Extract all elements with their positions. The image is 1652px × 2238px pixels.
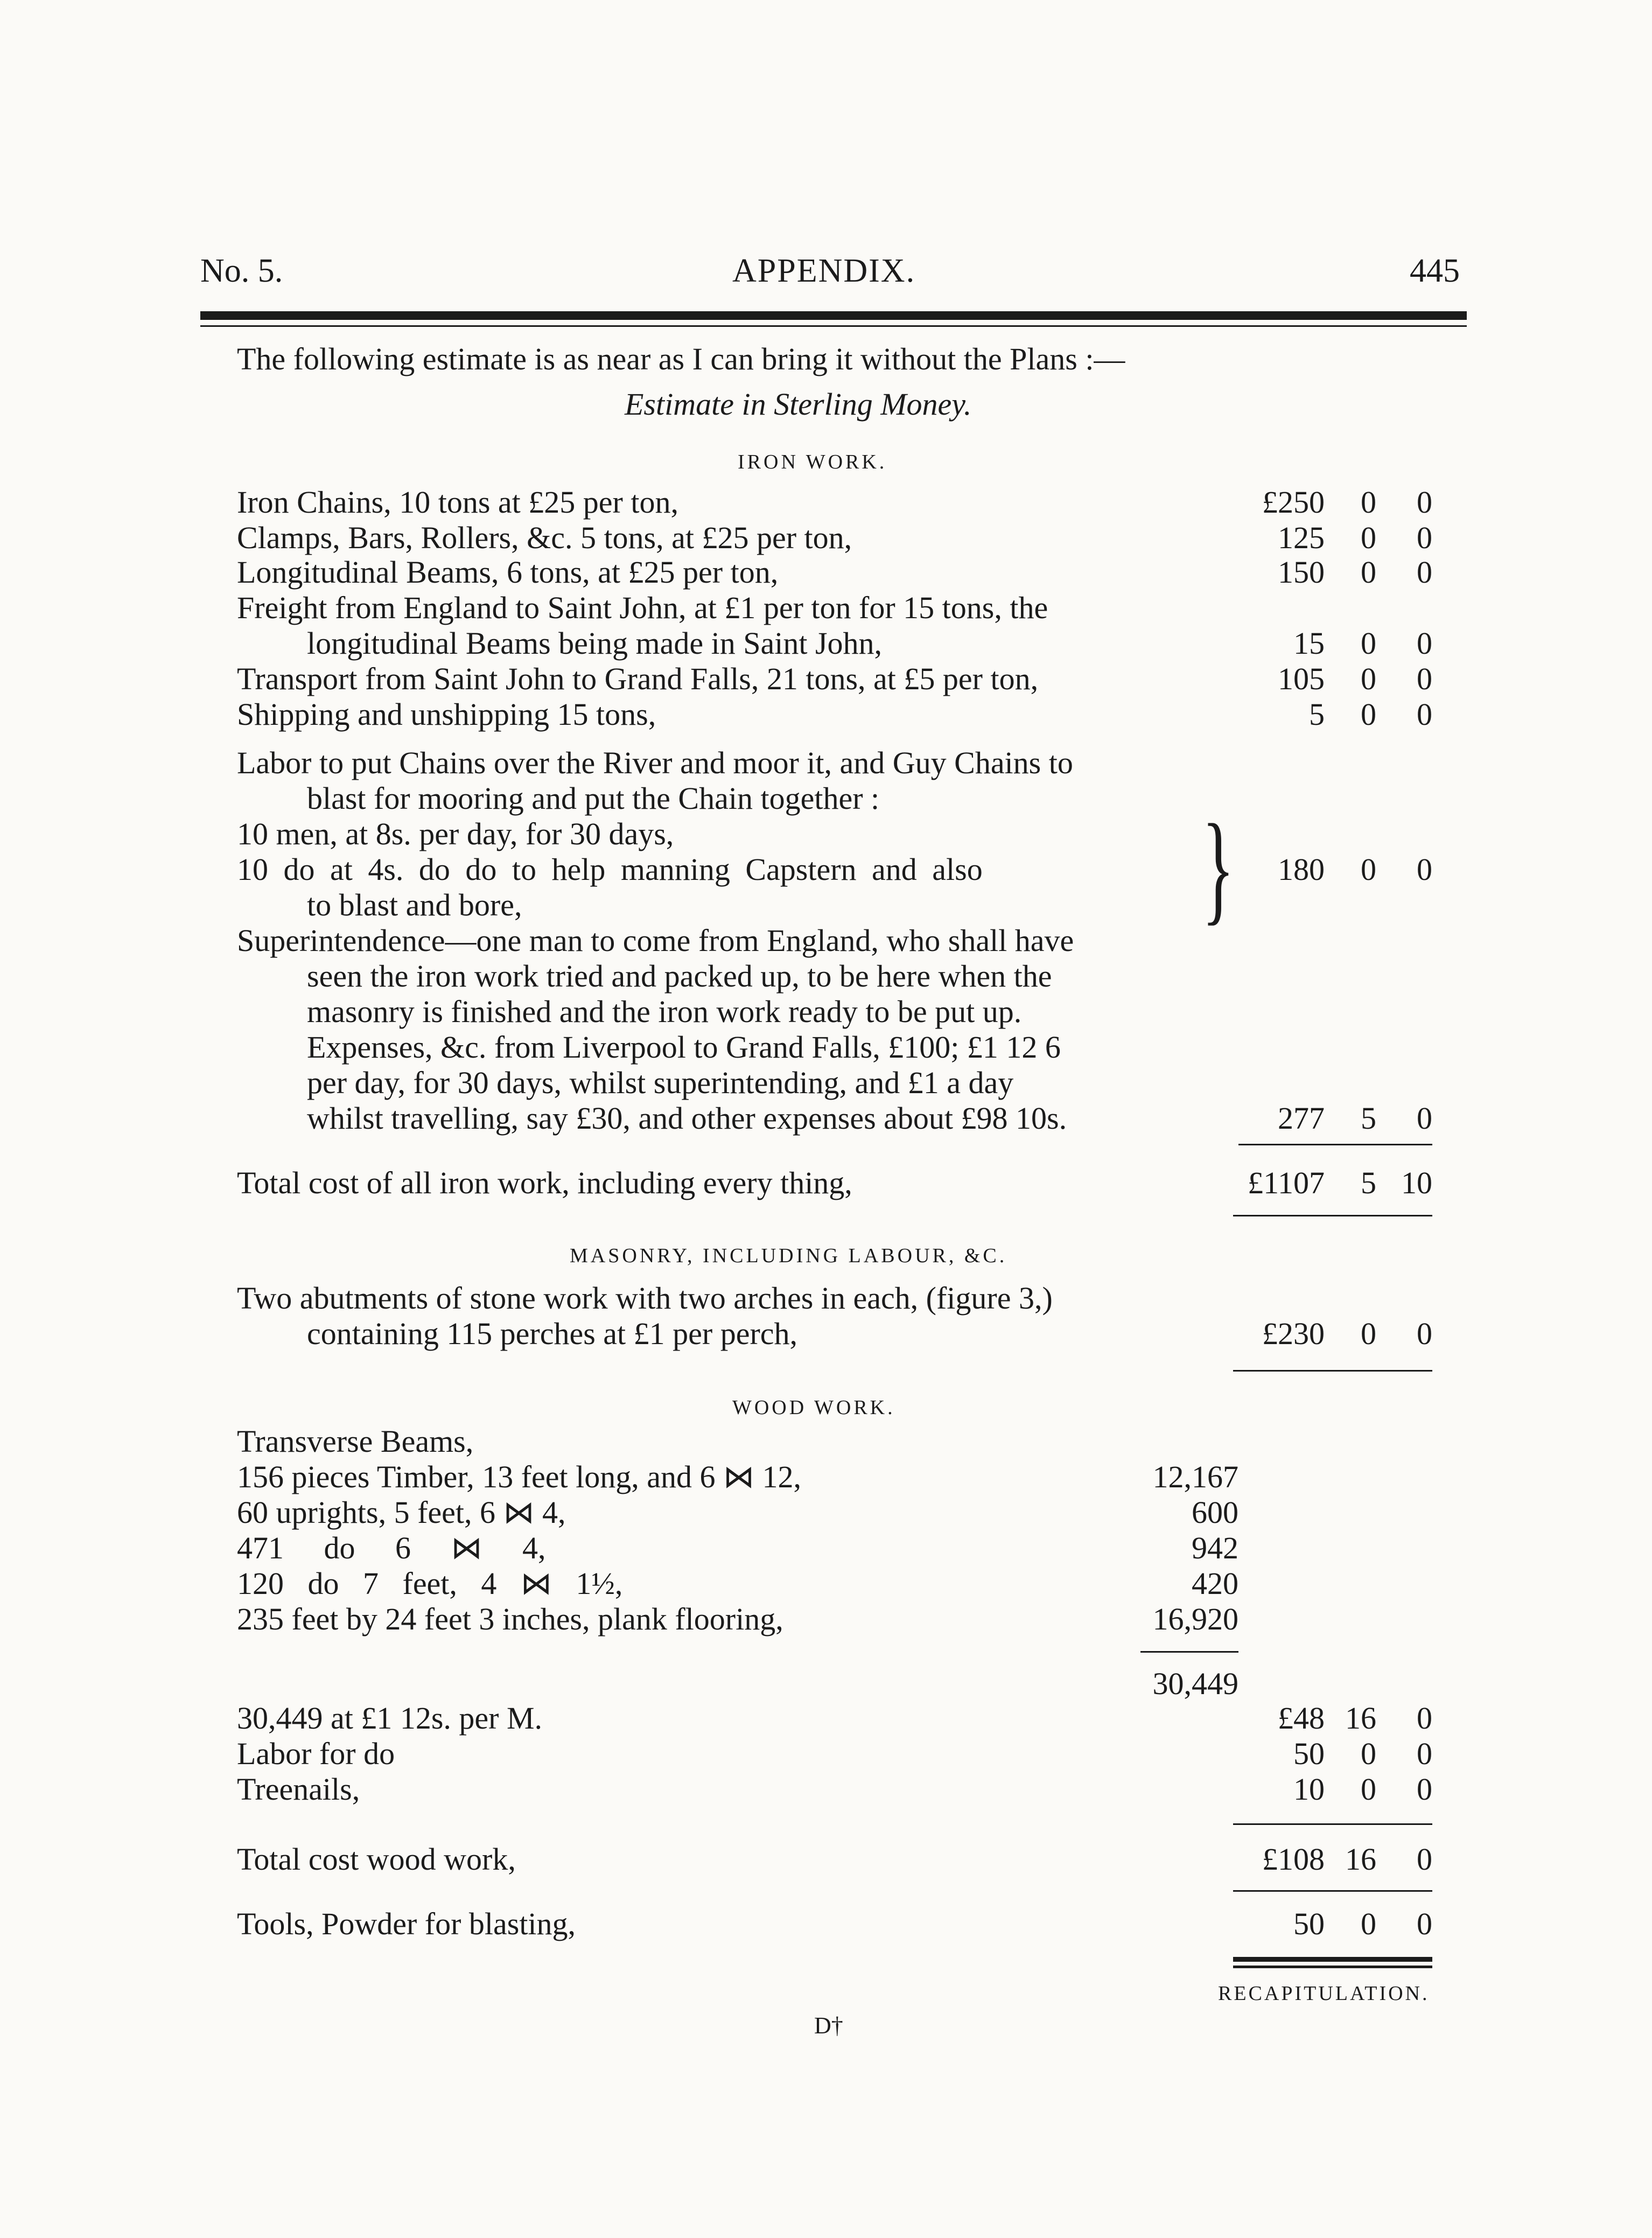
labor-line: 10 men, at 8s. per day, for 30 days, xyxy=(237,816,674,851)
estimate-subtitle: Estimate in Sterling Money. xyxy=(625,387,972,422)
wood-item-quantity: 12,167 xyxy=(1152,1459,1238,1494)
wood-item-quantity: 16,920 xyxy=(1152,1601,1238,1636)
amount-pounds: 105 xyxy=(1278,661,1325,696)
wood-total-rule xyxy=(1233,1890,1432,1892)
amount-pence: 0 xyxy=(1417,1701,1432,1736)
wood-item-quantity: 942 xyxy=(1192,1530,1238,1565)
superintendence-line: per day, for 30 days, whilst superintending, and £1 a day xyxy=(307,1065,1014,1100)
line-item-text: Clamps, Bars, Rollers, &c. 5 tons, at £25 per ton, xyxy=(237,520,852,555)
wood-cost-text: Labor for do xyxy=(237,1736,395,1771)
amount-pounds: 50 xyxy=(1293,1736,1325,1771)
superintendence-line: Superintendence—one man to come from England, who shall have xyxy=(237,923,1074,958)
amount-pounds: £48 xyxy=(1278,1701,1325,1736)
line-item-text: longitudinal Beams being made in Saint John, xyxy=(307,626,883,661)
section-heading-iron-work: IRON WORK. xyxy=(738,451,887,473)
wood-item-text: 60 uprights, 5 feet, 6 ⋈ 4, xyxy=(237,1495,566,1530)
amount-shillings: 0 xyxy=(1361,555,1376,590)
wood-item-text: 156 pieces Timber, 13 feet long, and 6 ⋈ 12, xyxy=(237,1459,801,1494)
amount-pence: 0 xyxy=(1417,1772,1432,1807)
superintendence-line: seen the iron work tried and packed up, to be here when the xyxy=(307,959,1052,994)
amount-pence: 0 xyxy=(1417,697,1432,732)
amount-shillings: 0 xyxy=(1361,697,1376,732)
amount-shillings: 16 xyxy=(1345,1842,1376,1877)
subtotal-rule xyxy=(1238,1144,1432,1145)
final-double-rule-thin xyxy=(1233,1966,1432,1968)
section-heading-masonry: MASONRY, INCLUDING LABOUR, &C. xyxy=(570,1244,1007,1267)
curly-brace: } xyxy=(1202,799,1235,936)
total-rule xyxy=(1233,1215,1432,1216)
amount-pence: 0 xyxy=(1417,485,1432,520)
line-item-text: Iron Chains, 10 tons at £25 per ton, xyxy=(237,485,678,520)
masonry-line: Two abutments of stone work with two arches in each, (figure 3,) xyxy=(237,1281,1053,1316)
amount-shillings: 0 xyxy=(1361,1772,1376,1807)
tools-label: Tools, Powder for blasting, xyxy=(237,1906,576,1941)
wood-item-text: 120 do 7 feet, 4 ⋈ 1½, xyxy=(237,1566,623,1601)
header-thick-rule xyxy=(200,311,1467,320)
masonry-line: containing 115 perches at £1 per perch, xyxy=(307,1316,798,1351)
amount-pence: 0 xyxy=(1417,1101,1432,1136)
amount-shillings: 16 xyxy=(1345,1701,1376,1736)
wood-item-text: 235 feet by 24 feet 3 inches, plank flooring, xyxy=(237,1601,783,1636)
labor-line: 10 do at 4s. do do to help manning Capstern and also xyxy=(237,852,983,887)
amount-pence: 10 xyxy=(1401,1165,1432,1200)
superintendence-line: whilst travelling, say £30, and other expenses about £98 10s. xyxy=(307,1101,1067,1136)
amount-shillings: 0 xyxy=(1361,520,1376,555)
amount-pounds: £108 xyxy=(1262,1842,1325,1877)
amount-pence: 0 xyxy=(1417,1316,1432,1351)
amount-pounds: 15 xyxy=(1293,626,1325,661)
wood-item-quantity: 600 xyxy=(1192,1495,1238,1530)
amount-pounds: 125 xyxy=(1278,520,1325,555)
amount-shillings: 0 xyxy=(1361,1736,1376,1771)
wood-total-label: Total cost wood work, xyxy=(237,1842,516,1877)
superintendence-line: Expenses, &c. from Liverpool to Grand Falls, £100; £1 12 6 xyxy=(307,1030,1061,1065)
header-thin-rule xyxy=(200,325,1467,327)
wood-subheading: Transverse Beams, xyxy=(237,1424,474,1459)
amount-shillings: 5 xyxy=(1361,1165,1376,1200)
amount-pounds: 150 xyxy=(1278,555,1325,590)
amount-pence: 0 xyxy=(1417,1736,1432,1771)
amount-shillings: 0 xyxy=(1361,485,1376,520)
amount-pounds: £230 xyxy=(1262,1316,1325,1351)
wood-item-quantity: 420 xyxy=(1192,1566,1238,1601)
amount-pounds: 50 xyxy=(1293,1906,1325,1941)
masonry-rule xyxy=(1233,1370,1432,1372)
amount-shillings: 0 xyxy=(1361,626,1376,661)
amount-pence: 0 xyxy=(1417,852,1432,887)
iron-total-label: Total cost of all iron work, including every thing, xyxy=(237,1165,852,1200)
amount-shillings: 5 xyxy=(1361,1101,1376,1136)
signature-mark: D† xyxy=(814,2012,843,2039)
amount-shillings: 0 xyxy=(1361,1316,1376,1351)
section-heading-wood-work: WOOD WORK. xyxy=(732,1396,895,1419)
labor-line: to blast and bore, xyxy=(307,887,522,922)
amount-pounds: 10 xyxy=(1293,1772,1325,1807)
line-item-text: Shipping and unshipping 15 tons, xyxy=(237,697,656,732)
page-number: 445 xyxy=(1410,253,1460,289)
quantity-sum-rule xyxy=(1140,1651,1238,1653)
labor-line: Labor to put Chains over the River and moor it, and Guy Chains to xyxy=(237,745,1073,780)
superintendence-line: masonry is finished and the iron work ready to be put up. xyxy=(307,994,1022,1029)
amount-pence: 0 xyxy=(1417,555,1432,590)
final-double-rule-thick xyxy=(1233,1957,1432,1962)
amount-pence: 0 xyxy=(1417,1842,1432,1877)
amount-pounds: 277 xyxy=(1278,1101,1325,1136)
wood-cost-text: 30,449 at £1 12s. per M. xyxy=(237,1701,543,1736)
amount-pence: 0 xyxy=(1417,626,1432,661)
amount-pence: 0 xyxy=(1417,1906,1432,1941)
amount-pounds: 5 xyxy=(1309,697,1325,732)
amount-shillings: 0 xyxy=(1361,852,1376,887)
catchword: RECAPITULATION. xyxy=(1218,1982,1430,2005)
wood-item-text: 471 do 6 ⋈ 4, xyxy=(237,1530,546,1565)
amount-pounds: £250 xyxy=(1262,485,1325,520)
line-item-text: Transport from Saint John to Grand Falls, 21 tons, at £5 per ton, xyxy=(237,661,1039,696)
intro-line: The following estimate is as near as I can bring it without the Plans :— xyxy=(237,341,1125,376)
labor-line: blast for mooring and put the Chain together : xyxy=(307,781,880,816)
wood-quantity-sum: 30,449 xyxy=(1152,1666,1238,1701)
amount-pence: 0 xyxy=(1417,520,1432,555)
wood-subtotal-rule xyxy=(1233,1823,1432,1825)
line-item-text: Freight from England to Saint John, at £1 per ton for 15 tons, the xyxy=(237,590,1048,625)
page-section-number: No. 5. xyxy=(200,253,283,289)
amount-pounds: £1107 xyxy=(1248,1165,1325,1200)
line-item-text: Longitudinal Beams, 6 tons, at £25 per ton, xyxy=(237,555,779,590)
amount-pence: 0 xyxy=(1417,661,1432,696)
amount-shillings: 0 xyxy=(1361,1906,1376,1941)
wood-cost-text: Treenails, xyxy=(237,1772,360,1807)
amount-pounds: 180 xyxy=(1278,852,1325,887)
running-title: APPENDIX. xyxy=(732,253,916,289)
amount-shillings: 0 xyxy=(1361,661,1376,696)
